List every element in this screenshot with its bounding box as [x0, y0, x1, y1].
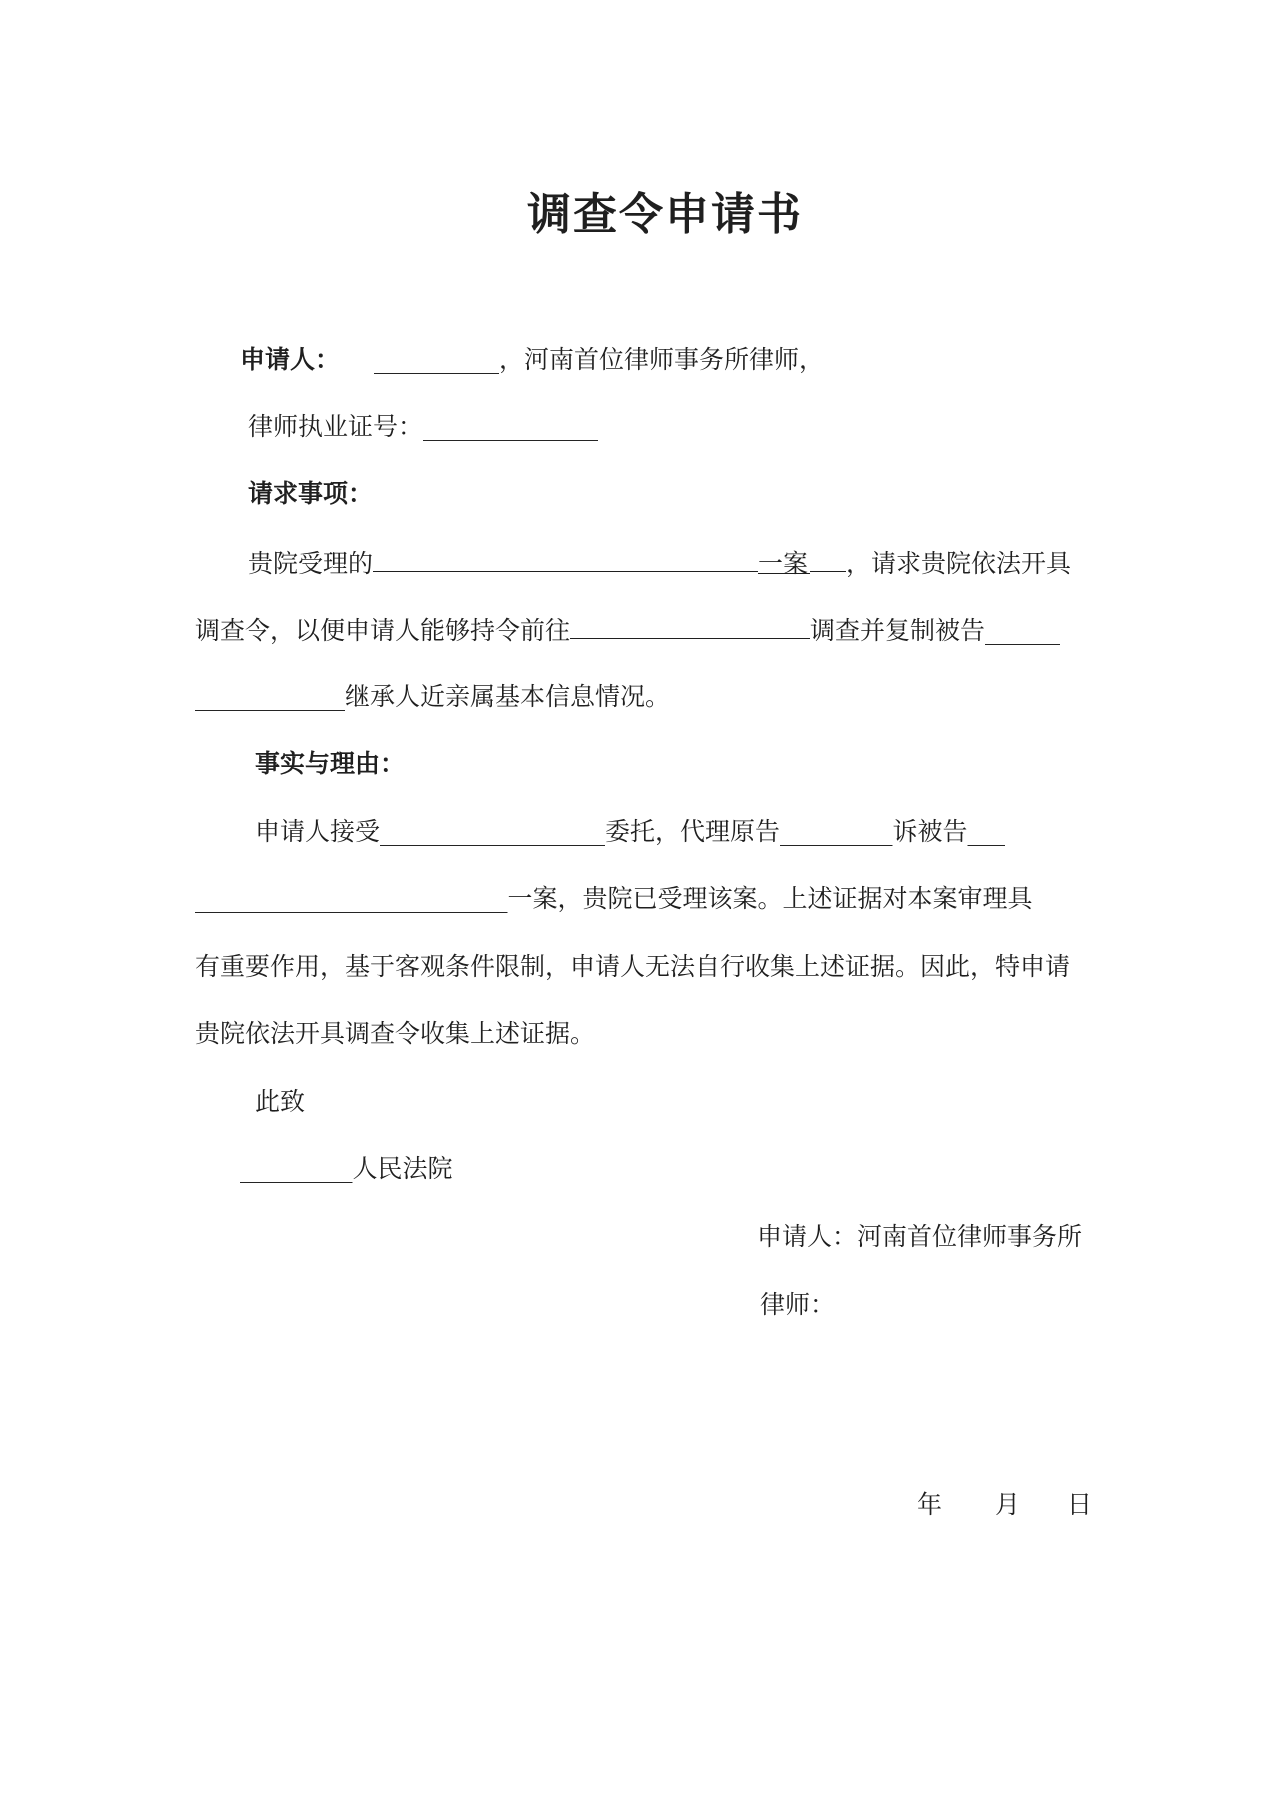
facts-line-2: _________________________一案，贵院已受理该案。上述证据对本案审理具 [195, 884, 1033, 913]
license-line [248, 410, 598, 444]
applicant-label: 申请人： [240, 345, 341, 374]
date-year: 年 [917, 1490, 943, 1519]
applicant-blank: __________ [374, 345, 500, 374]
salutation: 此致 [255, 1087, 306, 1116]
facts-line-1: 申请人接受__________________委托，代理原告_________诉被告___ [255, 817, 1006, 846]
facts-line-4: 贵院依法开具调查令收集上述证据。 [195, 1019, 596, 1048]
request-line-1 [248, 545, 1071, 581]
request-line1-suffix: ，请求贵院依法开具 [846, 549, 1072, 578]
applicant-firm: ，河南首位律师事务所律师， [499, 345, 825, 374]
case-name-blank [373, 545, 758, 572]
request-heading: 请求事项： [248, 479, 374, 508]
license-label: 律师执业证号： [248, 412, 424, 441]
signature-applicant: 申请人：河南首位律师事务所 [757, 1222, 1083, 1251]
applicant-line [240, 343, 824, 377]
request-line-3: ____________继承人近亲属基本信息情况。 [195, 682, 671, 711]
license-blank: ______________ [423, 412, 599, 441]
case-blank-tail [810, 545, 846, 572]
signature-lawyer: 律师： [760, 1290, 836, 1319]
request-line2-prefix: 调查令，以便申请人能够持令前往 [195, 616, 571, 645]
request-line2-suffix: 调查并复制被告______ [810, 616, 1061, 645]
request-line1-prefix: 贵院受理的 [248, 549, 374, 578]
request-line-2 [195, 612, 1060, 648]
date-day: 日 [1067, 1490, 1093, 1519]
case-label: 一案 [758, 549, 809, 578]
court-line: _________人民法院 [240, 1154, 453, 1183]
date-month: 月 [995, 1490, 1021, 1519]
facts-line-3: 有重要作用，基于客观条件限制，申请人无法自行收集上述证据。因此，特申请 [195, 952, 1071, 981]
document-title: 调查令申请书 [527, 189, 803, 240]
facts-heading: 事实与理由： [255, 749, 406, 778]
location-blank [570, 612, 810, 639]
